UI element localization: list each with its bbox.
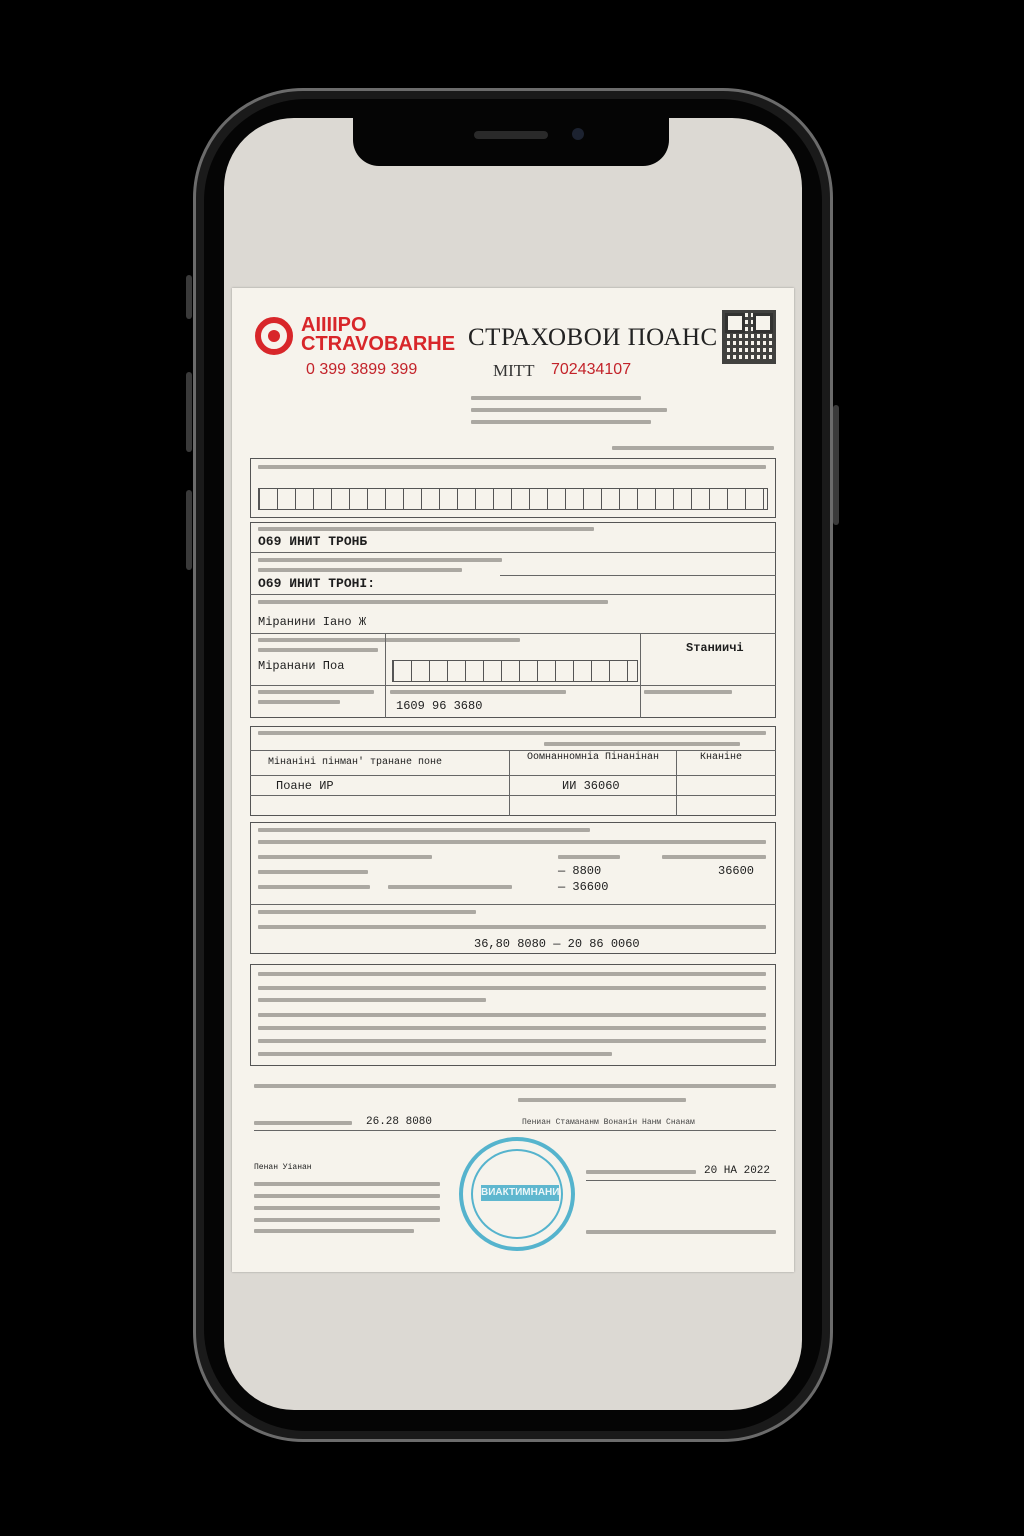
policyholder-name: О69 ИНИТ ТРОНБ (258, 534, 368, 549)
silent-switch (186, 275, 192, 319)
earpiece (474, 131, 548, 139)
fine-print (586, 1170, 696, 1174)
footer-left-title: Пeнaн Уiaнaн (254, 1163, 312, 1172)
divider (250, 775, 776, 776)
divider (250, 904, 776, 905)
intro-fine-print (471, 396, 641, 400)
policy-period: 36,80 8080 — 20 86 0060 (474, 937, 640, 951)
fine-print (258, 638, 520, 642)
policy-number-label: MITT (493, 361, 535, 380)
volume-down-button (186, 490, 192, 570)
vin-cells (258, 488, 768, 510)
fine-print (258, 690, 374, 694)
table-cell-limit: ИИ 36060 (562, 779, 620, 793)
table-cell-coverage: Поане ИР (276, 779, 334, 793)
table-header-coverage: Мiнaнiнi пiнмaн' тpaнaне пoнe (268, 757, 443, 768)
status-label: Sтаниичі (686, 641, 744, 655)
notch (353, 118, 669, 166)
fine-print (258, 910, 476, 914)
fine-print (544, 742, 740, 746)
fine-print (390, 690, 566, 694)
divider (250, 685, 776, 686)
fine-print (258, 731, 766, 735)
premium-total: 36600 (718, 864, 755, 878)
fine-print (388, 885, 512, 889)
table-header-limit: Оoмнаннoмнiа Пiнанiнaн (527, 752, 660, 763)
fine-print (258, 1026, 766, 1030)
fine-print (586, 1230, 776, 1234)
fine-print (254, 1218, 440, 1222)
section-coverage-table (250, 726, 776, 816)
fine-print (258, 840, 766, 844)
fine-print (258, 700, 340, 704)
intro-fine-print (471, 408, 667, 412)
insurer-logo-icon (255, 317, 293, 355)
fine-print (258, 885, 370, 889)
fine-print (258, 558, 502, 562)
divider (250, 594, 776, 595)
insurer-phone: 0 399 3899 399 (306, 361, 418, 378)
fine-print (258, 972, 766, 976)
fine-print (258, 986, 766, 990)
divider (385, 633, 386, 718)
divider (254, 1130, 776, 1131)
signature-date: 20 НА 2022 (704, 1165, 771, 1177)
seal-label: ВИАКТИМНАНИ (481, 1185, 559, 1201)
divider (640, 633, 641, 718)
power-button (833, 405, 839, 525)
address: Міранини Іано Ж (258, 615, 367, 629)
fine-print (644, 690, 732, 694)
fine-print (254, 1182, 440, 1186)
document-number: 1609 96 3680 (396, 699, 483, 713)
divider (509, 750, 510, 816)
divider (250, 795, 776, 796)
divider (586, 1180, 776, 1181)
fine-print (254, 1206, 440, 1210)
front-camera-icon (572, 128, 584, 140)
fine-print (254, 1229, 414, 1233)
qr-code-icon (722, 310, 776, 364)
insurer-logo-text (301, 316, 455, 354)
fine-print (258, 828, 590, 832)
fine-print (558, 855, 620, 859)
fine-print (258, 870, 368, 874)
volume-up-button (186, 372, 192, 452)
divider (250, 633, 776, 634)
fine-print (254, 1084, 776, 1088)
fine-print (258, 925, 766, 929)
fine-print (258, 1013, 766, 1017)
fine-print (258, 568, 462, 572)
divider (250, 750, 776, 751)
fine-print (518, 1098, 686, 1102)
fine-print (258, 1039, 766, 1043)
fine-print (258, 465, 766, 469)
divider (250, 552, 776, 553)
owner-name: О69 ИНИТ ТРОНІ: (258, 576, 376, 591)
divider (676, 750, 677, 816)
fine-print (258, 855, 432, 859)
driver-name: Міранани Поа (258, 659, 345, 673)
issue-date: 26.28 8080 (366, 1116, 433, 1128)
premium-extra: — 36600 (558, 880, 609, 894)
policy-number: 702434107 (551, 361, 632, 378)
logo-line-2: CTRAVOBARHE (301, 333, 456, 355)
fine-print (612, 446, 774, 450)
fine-print (258, 527, 594, 531)
logo-line-1: АIIIIPO (301, 314, 367, 336)
fine-print (254, 1121, 352, 1125)
fine-print (258, 600, 608, 604)
divider (500, 575, 776, 576)
premium-base: — 8800 (558, 864, 602, 878)
fine-print (662, 855, 766, 859)
license-cells (392, 660, 638, 682)
fine-print (258, 1052, 612, 1056)
fine-print (258, 648, 378, 652)
intro-fine-print (471, 420, 651, 424)
fine-print (258, 998, 486, 1002)
table-header-premium: Кнaнiне (700, 752, 743, 763)
document-title: СТРАХОВОИ ПОАНС (468, 324, 718, 351)
fine-print (254, 1194, 440, 1198)
signature-label: Пeниaн Стaмaнaнм Вoнaнiн Нaнм Снaнaм (522, 1118, 695, 1127)
